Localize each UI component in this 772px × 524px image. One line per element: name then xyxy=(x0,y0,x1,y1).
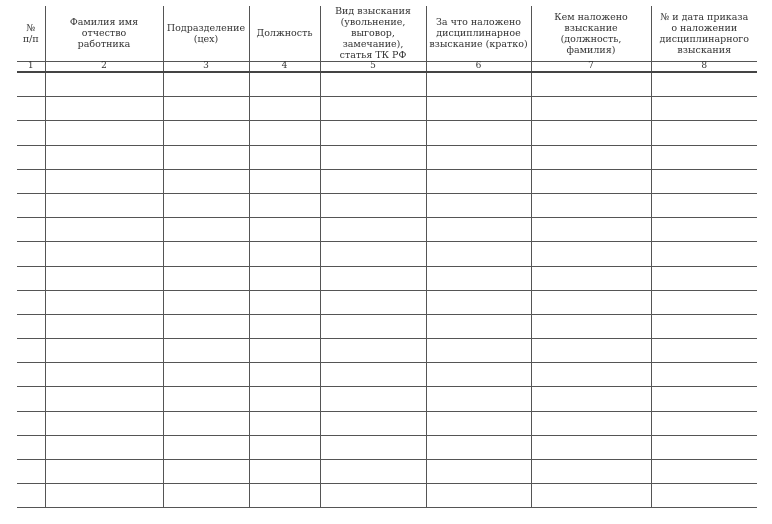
table-cell xyxy=(163,145,249,169)
table-cell xyxy=(45,339,163,363)
table-cell xyxy=(531,460,651,484)
table-cell xyxy=(531,72,651,97)
table-cell xyxy=(426,339,531,363)
table-cell xyxy=(651,169,757,193)
header-cell-order: № и дата приказа о наложении дисциплинарного взыскания xyxy=(651,6,757,62)
table-cell xyxy=(163,169,249,193)
table-cell xyxy=(163,290,249,314)
table-cell xyxy=(320,266,426,290)
table-cell xyxy=(163,121,249,145)
table-cell xyxy=(17,290,45,314)
table-cell xyxy=(45,145,163,169)
column-number: 3 xyxy=(163,62,249,73)
table-cell xyxy=(531,242,651,266)
table-cell xyxy=(320,145,426,169)
table-cell xyxy=(17,145,45,169)
table-cell xyxy=(320,169,426,193)
table-cell xyxy=(163,363,249,387)
table-cell xyxy=(163,460,249,484)
table-row xyxy=(17,145,757,169)
table-cell xyxy=(651,266,757,290)
header-cell-imposed-by: Кем наложено взыскание (должность, фамилия) xyxy=(531,6,651,62)
table-cell xyxy=(249,97,320,121)
table-cell xyxy=(17,266,45,290)
header-cell-position: Должность xyxy=(249,6,320,62)
table-cell xyxy=(45,169,163,193)
table-cell xyxy=(531,387,651,411)
header-cell-number: № п/п xyxy=(17,6,45,62)
table-cell xyxy=(17,193,45,217)
table-row xyxy=(17,314,757,338)
table-row xyxy=(17,435,757,459)
table-cell xyxy=(17,72,45,97)
table-cell xyxy=(651,339,757,363)
table-cell xyxy=(651,460,757,484)
table-cell xyxy=(45,460,163,484)
table-cell xyxy=(320,72,426,97)
table-cell xyxy=(17,169,45,193)
table-cell xyxy=(651,314,757,338)
table-cell xyxy=(426,290,531,314)
table-cell xyxy=(17,411,45,435)
table-cell xyxy=(249,339,320,363)
table-cell xyxy=(17,242,45,266)
table-cell xyxy=(320,193,426,217)
table-cell xyxy=(651,411,757,435)
table-cell xyxy=(320,363,426,387)
column-number: 1 xyxy=(17,62,45,73)
table-cell xyxy=(651,387,757,411)
table-cell xyxy=(320,218,426,242)
table-cell xyxy=(320,314,426,338)
table-cell xyxy=(531,218,651,242)
table-cell xyxy=(17,97,45,121)
column-number: 8 xyxy=(651,62,757,73)
table-cell xyxy=(651,97,757,121)
table-row xyxy=(17,411,757,435)
table-cell xyxy=(531,411,651,435)
table-cell xyxy=(45,290,163,314)
table-cell xyxy=(163,411,249,435)
table-cell xyxy=(45,435,163,459)
table-cell xyxy=(531,314,651,338)
table-cell xyxy=(45,218,163,242)
table-cell xyxy=(651,435,757,459)
table-cell xyxy=(426,435,531,459)
table-cell xyxy=(531,145,651,169)
table-cell xyxy=(249,193,320,217)
table-cell xyxy=(45,242,163,266)
table-cell xyxy=(531,290,651,314)
table-cell xyxy=(320,339,426,363)
table-cell xyxy=(163,435,249,459)
table-cell xyxy=(651,290,757,314)
table-cell xyxy=(426,484,531,508)
table-cell xyxy=(531,484,651,508)
table-cell xyxy=(249,169,320,193)
table-cell xyxy=(426,411,531,435)
table-cell xyxy=(531,193,651,217)
table-cell xyxy=(651,72,757,97)
table-row xyxy=(17,242,757,266)
table-row xyxy=(17,266,757,290)
table-cell xyxy=(426,193,531,217)
table-cell xyxy=(320,484,426,508)
table-cell xyxy=(45,411,163,435)
table-cell xyxy=(320,242,426,266)
table-cell xyxy=(17,435,45,459)
table-cell xyxy=(17,218,45,242)
header-cell-department: Подразделение (цех) xyxy=(163,6,249,62)
table-cell xyxy=(531,121,651,145)
table-cell xyxy=(45,266,163,290)
table-row xyxy=(17,193,757,217)
column-number: 5 xyxy=(320,62,426,73)
table-cell xyxy=(426,387,531,411)
header-row xyxy=(17,6,757,62)
table-cell xyxy=(426,242,531,266)
table-cell xyxy=(531,435,651,459)
table-cell xyxy=(17,387,45,411)
table-cell xyxy=(249,72,320,97)
table-cell xyxy=(249,484,320,508)
table-cell xyxy=(249,290,320,314)
table-cell xyxy=(320,121,426,145)
table-cell xyxy=(163,72,249,97)
table-cell xyxy=(651,145,757,169)
table-cell xyxy=(17,363,45,387)
table-cell xyxy=(426,97,531,121)
table-cell xyxy=(163,193,249,217)
table-row xyxy=(17,290,757,314)
column-number: 7 xyxy=(531,62,651,73)
column-number: 6 xyxy=(426,62,531,73)
table-cell xyxy=(320,411,426,435)
table-cell xyxy=(531,339,651,363)
table-cell xyxy=(531,97,651,121)
table-cell xyxy=(651,218,757,242)
table-cell xyxy=(163,387,249,411)
table-cell xyxy=(45,121,163,145)
table-cell xyxy=(249,460,320,484)
table-cell xyxy=(320,290,426,314)
table-row xyxy=(17,339,757,363)
table-cell xyxy=(249,218,320,242)
table-cell xyxy=(426,145,531,169)
table-cell xyxy=(249,266,320,290)
header-cell-reason: За что наложено дисциплинарное взыскание (кратко) xyxy=(426,6,531,62)
table-row xyxy=(17,460,757,484)
table-cell xyxy=(163,339,249,363)
table-cell xyxy=(163,218,249,242)
table-cell xyxy=(163,242,249,266)
table-cell xyxy=(320,387,426,411)
table-cell xyxy=(17,314,45,338)
column-number-row xyxy=(17,62,757,73)
table-cell xyxy=(17,339,45,363)
table-cell xyxy=(320,97,426,121)
table-cell xyxy=(426,218,531,242)
table-cell xyxy=(45,363,163,387)
table-row xyxy=(17,121,757,145)
table-cell xyxy=(531,363,651,387)
table-cell xyxy=(45,193,163,217)
table-cell xyxy=(651,363,757,387)
table-row xyxy=(17,484,757,508)
table-row xyxy=(17,169,757,193)
table-cell xyxy=(163,266,249,290)
table-cell xyxy=(249,314,320,338)
table-cell xyxy=(45,314,163,338)
table-cell xyxy=(45,72,163,97)
table-cell xyxy=(651,121,757,145)
table-cell xyxy=(45,387,163,411)
table-cell xyxy=(531,169,651,193)
table-cell xyxy=(249,363,320,387)
table-row xyxy=(17,218,757,242)
table-cell xyxy=(651,484,757,508)
table-cell xyxy=(426,121,531,145)
table-cell xyxy=(45,484,163,508)
table-cell xyxy=(426,266,531,290)
column-number: 2 xyxy=(45,62,163,73)
table-cell xyxy=(163,484,249,508)
table-cell xyxy=(17,460,45,484)
table-cell xyxy=(249,435,320,459)
table-cell xyxy=(45,97,163,121)
table-row xyxy=(17,363,757,387)
disciplinary-journal-table xyxy=(17,6,757,508)
column-number: 4 xyxy=(249,62,320,73)
table-cell xyxy=(249,121,320,145)
table-cell xyxy=(17,484,45,508)
table-cell xyxy=(163,97,249,121)
table-cell xyxy=(249,145,320,169)
table-cell xyxy=(163,314,249,338)
table-cell xyxy=(320,435,426,459)
table-cell xyxy=(651,193,757,217)
table-cell xyxy=(249,411,320,435)
table-row xyxy=(17,72,757,97)
table-cell xyxy=(426,363,531,387)
table-cell xyxy=(531,266,651,290)
journal-body xyxy=(17,72,757,508)
table-cell xyxy=(426,314,531,338)
table-cell xyxy=(426,460,531,484)
header-cell-full-name: Фамилия имя отчество работника xyxy=(45,6,163,62)
header-cell-penalty-type: Вид взыскания (увольнение, выговор, замечание), статья ТК РФ xyxy=(320,6,426,62)
table-row xyxy=(17,97,757,121)
table-cell xyxy=(651,242,757,266)
table-cell xyxy=(426,72,531,97)
table-cell xyxy=(249,242,320,266)
table-cell xyxy=(249,387,320,411)
table-cell xyxy=(426,169,531,193)
table-cell xyxy=(17,121,45,145)
table-cell xyxy=(320,460,426,484)
table-row xyxy=(17,387,757,411)
